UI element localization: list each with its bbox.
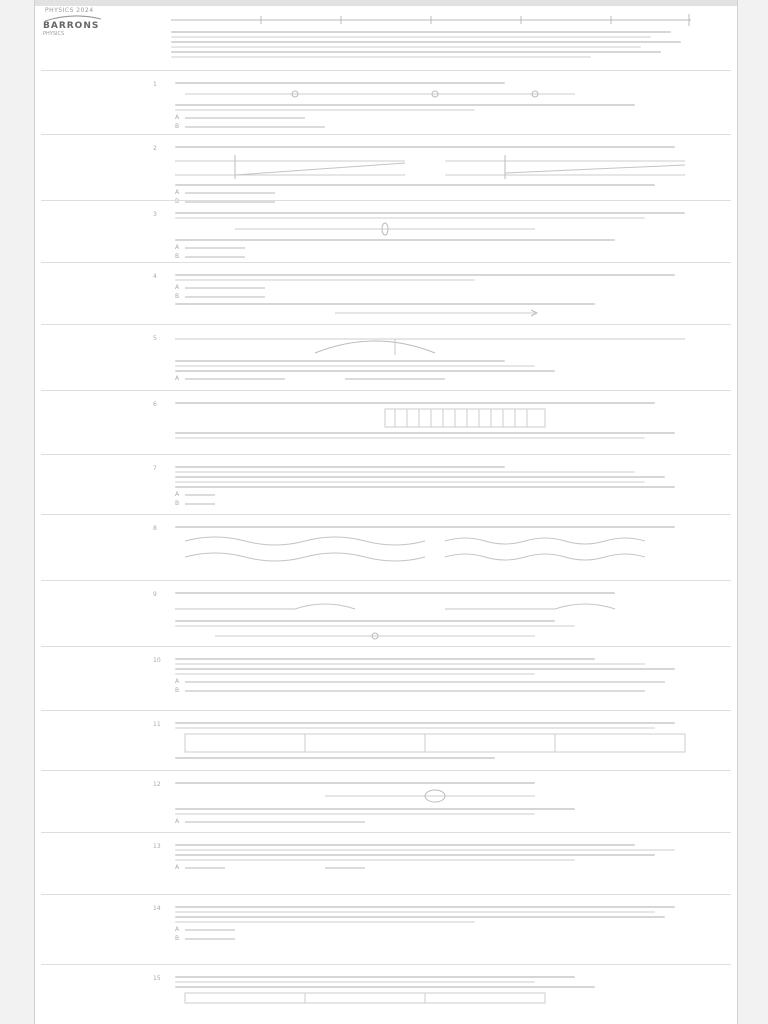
question-body <box>175 79 695 132</box>
figure-arrow <box>175 308 595 318</box>
figure-table-2 <box>175 991 695 1005</box>
publisher-logo <box>43 14 103 36</box>
question-13 <box>41 832 731 895</box>
option-letter: A <box>175 244 180 251</box>
option-letter: A <box>175 189 180 196</box>
option-letter: A <box>175 375 180 382</box>
logo-subtext: PHYSICS <box>43 31 65 37</box>
question-number: 4 <box>153 273 157 280</box>
question-number: 10 <box>153 657 161 664</box>
question-6 <box>41 390 731 455</box>
question-body <box>175 143 695 207</box>
logo-text: BARRONS <box>43 21 100 31</box>
question-body <box>175 271 695 318</box>
question-3 <box>41 200 731 263</box>
figure-circuit <box>175 87 595 101</box>
figure-coil <box>175 787 595 805</box>
figure-lens <box>175 222 595 236</box>
question-body <box>175 655 695 696</box>
question-12 <box>41 770 731 833</box>
question-body <box>175 841 695 873</box>
document-page <box>34 0 738 1024</box>
option-letter: B <box>175 500 180 507</box>
question-body <box>175 399 695 442</box>
question-number: 9 <box>153 591 157 598</box>
question-number: 12 <box>153 781 161 788</box>
figure-table <box>175 732 695 754</box>
question-number: 1 <box>153 81 157 88</box>
question-body <box>175 523 695 565</box>
header-title: PHYSICS 2024 <box>45 7 94 14</box>
question-4 <box>41 262 731 325</box>
page-header <box>41 8 731 68</box>
option-letter: A <box>175 284 180 291</box>
figure-waves <box>175 531 695 565</box>
figure-beams <box>175 597 695 617</box>
question-number: 2 <box>153 145 157 152</box>
question-number: 7 <box>153 465 157 472</box>
option-letter: B <box>175 198 180 205</box>
question-body <box>175 463 695 509</box>
top-bar <box>35 0 737 6</box>
question-body <box>175 589 695 642</box>
question-11 <box>41 710 731 771</box>
header-ruler <box>171 12 691 28</box>
option-letter: B <box>175 687 180 694</box>
question-number: 15 <box>153 975 161 982</box>
question-body <box>175 973 695 1005</box>
figure-track <box>175 630 575 642</box>
question-8 <box>41 514 731 581</box>
question-body <box>175 209 695 262</box>
option-letter: A <box>175 818 180 825</box>
question-9 <box>41 580 731 647</box>
question-7 <box>41 454 731 515</box>
question-5 <box>41 324 731 391</box>
figure-projectile <box>175 333 695 357</box>
option-letter: A <box>175 864 180 871</box>
question-number: 14 <box>153 905 161 912</box>
option-letter: A <box>175 926 180 933</box>
figure-grid <box>175 407 695 429</box>
option-letter: B <box>175 123 180 130</box>
question-number: 13 <box>153 843 161 850</box>
question-body <box>175 903 695 944</box>
option-letter: B <box>175 293 180 300</box>
question-number: 3 <box>153 211 157 218</box>
question-2 <box>41 134 731 205</box>
question-body <box>175 333 695 384</box>
option-letter: B <box>175 935 180 942</box>
question-body <box>175 779 695 827</box>
question-number: 5 <box>153 335 157 342</box>
question-number: 6 <box>153 401 157 408</box>
question-body <box>175 719 695 762</box>
question-10 <box>41 646 731 711</box>
question-number: 8 <box>153 525 157 532</box>
option-letter: A <box>175 114 180 121</box>
question-number: 11 <box>153 721 161 728</box>
header-content <box>171 12 691 61</box>
question-14 <box>41 894 731 965</box>
option-letter: A <box>175 678 180 685</box>
figure-graphs <box>175 151 695 181</box>
question-1 <box>41 70 731 135</box>
option-letter: B <box>175 253 180 260</box>
question-15 <box>41 964 731 1023</box>
option-letter: A <box>175 491 180 498</box>
